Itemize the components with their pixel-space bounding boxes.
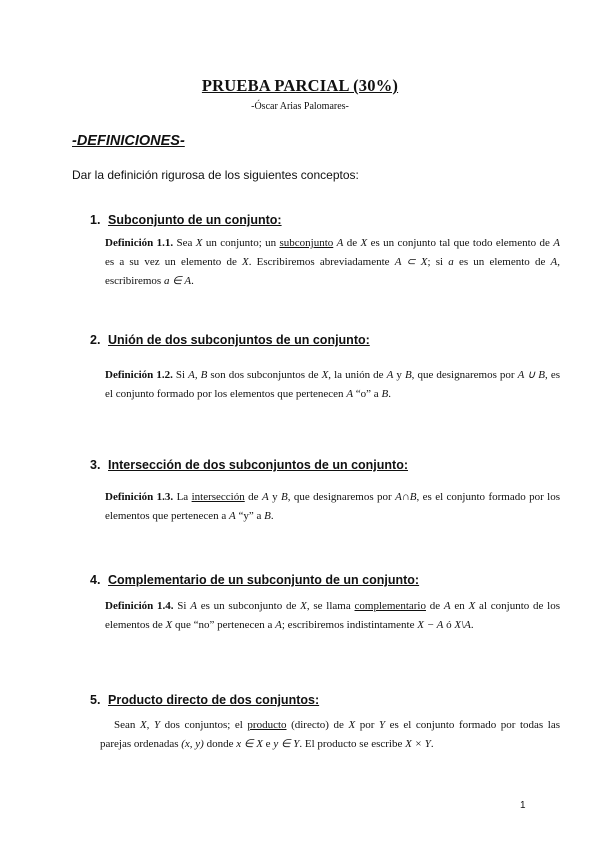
definition-text: , se llama <box>306 600 355 612</box>
math-expression: X\A <box>454 619 471 631</box>
definition-text: Sean <box>114 719 140 731</box>
item-heading-text: Complementario de un subconjunto de un conjunto: <box>108 573 420 587</box>
item-heading-text: Subconjunto de un conjunto: <box>108 213 282 227</box>
math-expression: y ∈ Y <box>273 738 300 750</box>
definition-text: por <box>355 719 379 731</box>
math-expression: a ∈ A <box>163 275 192 287</box>
defined-term: complementario <box>354 600 426 612</box>
math-variable: A <box>336 237 344 249</box>
math-variable: A <box>261 491 269 503</box>
definition-text: y <box>268 491 281 503</box>
definition-text: . El producto se escribe <box>299 738 406 750</box>
math-expression: A ∪ B <box>517 369 546 381</box>
item-number: 4. <box>90 573 101 587</box>
definition-text: . <box>191 275 194 287</box>
definition-text: (directo) de <box>286 719 349 731</box>
definition-text: al conjunto de los elementos de <box>105 600 560 631</box>
definition-text: es un subconjunto de <box>196 600 301 612</box>
math-variable: A <box>443 600 451 612</box>
math-variable: A <box>550 256 558 268</box>
definition-text: un conjunto; un <box>202 237 280 249</box>
section-heading: -DEFINICIONES- <box>72 133 185 149</box>
math-expression: (x, y) <box>181 738 204 750</box>
math-variable: A <box>386 369 394 381</box>
definition-text: es a su vez un elemento de <box>105 256 243 268</box>
definition-text: e <box>262 738 274 750</box>
definition-text: que “no” pertenecen a <box>172 619 276 631</box>
math-variable: X, Y <box>139 719 161 731</box>
document-author: -Óscar Arias Palomares- <box>251 101 349 112</box>
item-heading-text: Intersección de dos subconjuntos de un conjunto: <box>108 458 409 472</box>
definition-text: . <box>470 619 474 631</box>
math-variable: B <box>404 369 412 381</box>
definition-text: de <box>244 491 262 503</box>
definition-text: en <box>450 600 469 612</box>
definition-text: ó <box>443 619 455 631</box>
item-number: 3. <box>90 458 101 472</box>
item-number: 2. <box>90 333 101 347</box>
definition-text: , escribiremos <box>105 256 560 287</box>
page-number: 1 <box>520 800 526 811</box>
definition-text: Si <box>173 600 191 612</box>
definition-subconjunto <box>105 234 560 291</box>
definition-text: donde <box>203 738 237 750</box>
definition-text: , la unión de <box>328 369 387 381</box>
math-expression: x ∈ X <box>236 738 263 750</box>
definition-complementario <box>105 597 560 635</box>
math-variable: B <box>381 388 389 400</box>
definition-label: Definición 1.1. <box>105 237 174 249</box>
item-heading-producto <box>90 693 319 707</box>
definition-label: Definición 1.4. <box>105 600 174 612</box>
definition-text: . <box>430 738 434 750</box>
math-variable: A <box>190 600 197 612</box>
definition-union <box>105 366 560 404</box>
math-variable: X <box>300 600 307 612</box>
definition-text: La <box>173 491 192 503</box>
definition-text: Sea <box>173 237 196 249</box>
defined-term: intersección <box>191 491 245 503</box>
math-variable: X <box>242 256 249 268</box>
definition-label: Definición 1.3. <box>105 491 174 503</box>
defined-term: producto <box>247 719 287 731</box>
math-variable: X <box>165 619 173 631</box>
definition-text: es el conjunto formado por todas las parejas ordenadas <box>100 719 560 750</box>
math-variable: B <box>264 510 271 522</box>
definition-text: ; si <box>427 256 449 268</box>
definition-text: es un elemento de <box>453 256 551 268</box>
definition-text: dos conjuntos; el <box>160 719 248 731</box>
math-variable: A <box>229 510 236 522</box>
definition-text: . <box>270 510 274 522</box>
definition-text: y <box>393 369 405 381</box>
math-expression: X − A <box>417 619 444 631</box>
math-variable: Y <box>378 719 386 731</box>
definition-text: , es el conjunto formado por los elementos que pertenecen <box>105 369 560 400</box>
item-heading-subconjunto <box>90 213 282 227</box>
math-variable: A <box>346 388 354 400</box>
intro-text: Dar la definición rigurosa de los siguientes conceptos: <box>72 168 359 182</box>
definition-text: es un conjunto tal que todo elemento de <box>367 237 554 249</box>
definition-text: son dos subconjuntos de <box>207 369 322 381</box>
definition-text: “y” a <box>235 510 265 522</box>
definition-text: . <box>388 388 391 400</box>
item-number: 5. <box>90 693 101 707</box>
math-expression: X × Y <box>405 738 431 750</box>
definition-text: , que designaremos por <box>411 369 518 381</box>
definition-label: Definición 1.2. <box>105 369 173 381</box>
math-variable: X <box>360 237 368 249</box>
item-heading-complementario <box>90 573 419 587</box>
math-variable: X <box>468 600 476 612</box>
definition-text: Si <box>172 369 189 381</box>
definition-text: de <box>425 600 444 612</box>
definition-text: , es el conjunto formado por los elementos que pertenecen a <box>105 491 561 522</box>
item-heading-text: Unión de dos subconjuntos de un conjunto: <box>108 333 370 347</box>
math-variable: X <box>195 237 203 249</box>
item-number: 1. <box>90 213 101 227</box>
definition-text: ; escribiremos indistintamente <box>281 619 418 631</box>
math-variable: X <box>348 719 356 731</box>
definition-text: de <box>343 237 361 249</box>
math-expression: A ⊂ X <box>394 256 428 268</box>
math-variable: X <box>321 369 329 381</box>
math-variable: A, B <box>188 369 208 381</box>
definition-text: “o” a <box>353 388 382 400</box>
document-title: PRUEBA PARCIAL (30%) <box>201 76 399 95</box>
math-variable: A <box>275 619 282 631</box>
item-heading-union <box>90 333 370 347</box>
defined-term: subconjunto <box>279 237 334 249</box>
math-expression: A∩B <box>395 491 417 503</box>
definition-text: , que designaremos por <box>287 491 396 503</box>
math-variable: a <box>448 256 454 268</box>
definition-interseccion <box>105 488 560 526</box>
item-heading-text: Producto directo de dos conjuntos: <box>108 693 320 707</box>
math-variable: B <box>280 491 288 503</box>
definition-producto <box>100 716 560 754</box>
definition-text: . Escribiremos abreviadamente <box>248 256 395 268</box>
math-variable: A <box>553 237 560 249</box>
item-heading-interseccion <box>90 458 408 472</box>
